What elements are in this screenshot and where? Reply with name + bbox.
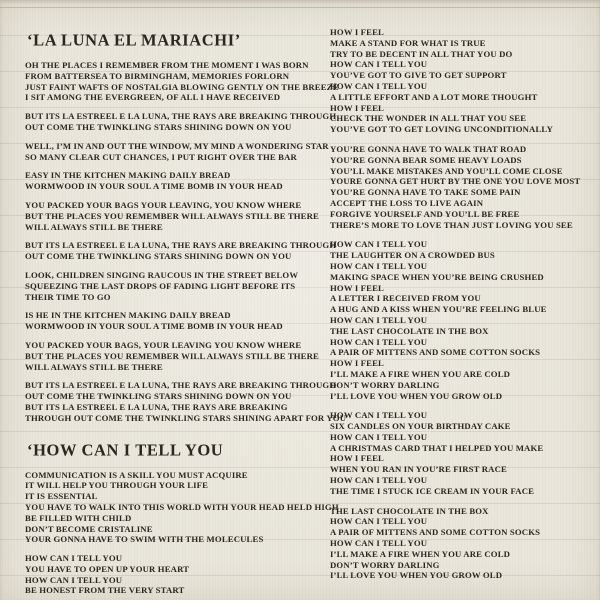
lyric-line: ACCEPT THE LOSS TO LIVE AGAIN: [330, 197, 484, 208]
song-title: ‘LA LUNA EL MARIACHI’: [27, 30, 241, 50]
lyric-line: A LITTLE EFFORT AND A LOT MORE THOUGHT: [330, 91, 538, 102]
lyric-line: HOW CAN I TELL YOU: [330, 410, 428, 421]
lyric-line: FORGIVE YOURSELF AND YOU’LL BE FREE: [330, 208, 520, 219]
lyric-line: HOW CAN I TELL YOU: [330, 516, 428, 527]
lyrics-column-right: [330, 27, 592, 590]
lyric-line: I’LL MAKE A FIRE WHEN YOU ARE COLD: [330, 368, 511, 379]
stanza: [330, 410, 592, 496]
stanza: [25, 111, 337, 133]
lyric-line: I’LL LOVE YOU WHEN YOU GROW OLD: [330, 390, 503, 401]
scan-edge-line: [0, 7, 600, 8]
lyric-line: BE FILLED WITH CHILD: [25, 512, 132, 523]
lyric-line: HOW I FEEL: [330, 453, 384, 464]
lyric-line: THE LAST CHOCOLATE IN THE BOX: [330, 325, 489, 336]
lyric-line: OUT COME THE TWINKLING STARS SHINING DOWN ON YOU: [25, 251, 292, 262]
lyric-line: A PAIR OF MITTENS AND SOME COTTON SOCKS: [330, 347, 541, 358]
lyric-line: YOU’LL MAKE MISTAKES AND YOU’LL COME CLOSE: [330, 165, 563, 176]
lyric-line: HOW CAN I TELL YOU: [330, 260, 428, 271]
lyric-line: OH THE PLACES I REMEMBER FROM THE MOMENT I WAS BORN: [25, 60, 309, 70]
stanza: [25, 270, 325, 302]
lyric-line: WORMWOOD IN YOUR SOUL A TIME BOMB IN YOUR HEAD: [25, 321, 283, 332]
stanza: [25, 553, 325, 596]
stanza: [25, 240, 337, 262]
lyric-line: HOW CAN I TELL YOU: [330, 80, 428, 91]
lyric-line: A LETTER I RECEIVED FROM YOU: [330, 293, 481, 304]
lyric-line: A HUG AND A KISS WHEN YOU’RE FEELING BLUE: [330, 304, 547, 315]
lyric-line: DON’T BECOME CRISTALINE: [25, 523, 153, 534]
lyric-line: THERE’S MORE TO LOVE THAN JUST LOVING YOU SEE: [330, 219, 573, 230]
lyric-line: MAKING SPACE WHEN YOU’RE BEING CRUSHED: [330, 271, 544, 282]
lyric-line: DON’T WORRY DARLING: [330, 379, 440, 390]
lyric-line: YOU’RE GONNA HAVE TO TAKE SOME PAIN: [330, 187, 521, 198]
lyric-line: YOU’VE GOT TO GET LOVING UNCONDITIONALLY: [330, 124, 553, 135]
lyric-line: BUT THE PLACES YOU REMEMBER WILL ALWAYS STILL BE THERE: [25, 350, 319, 361]
lyric-line: BUT THE PLACES YOU REMEMBER WILL ALWAYS STILL BE THERE: [25, 210, 319, 221]
lyric-line: THE LAUGHTER ON A CROWDED BUS: [330, 250, 495, 261]
lyric-line: WELL, I’M IN AND OUT THE WINDOW, MY MIND A WONDERING STAR: [25, 140, 329, 151]
lyric-line: SIX CANDLES ON YOUR BIRTHDAY CAKE: [330, 421, 511, 432]
lyric-line: HOW CAN I TELL YOU: [25, 574, 123, 585]
lyric-line: SO MANY CLEAR CUT CHANCES, I PUT RIGHT OVER THE BAR: [25, 151, 297, 162]
lyric-line: WILL ALWAYS STILL BE THERE: [25, 361, 163, 372]
lyric-line: WHEN YOU RAN IN YOU’RE FIRST RACE: [330, 464, 507, 475]
lyric-line: A CHRISTMAS CARD THAT I HELPED YOU MAKE: [330, 442, 544, 453]
lyric-line: IT WILL HELP YOU THROUGH YOUR LIFE: [25, 480, 209, 491]
lyric-line: HOW I FEEL: [330, 27, 384, 37]
lyric-line: IT IS ESSENTIAL: [25, 491, 98, 502]
lyric-line: YOU HAVE TO WALK INTO THIS WORLD WITH YOUR HEAD HELD HIGH: [25, 501, 339, 512]
lyric-line: CHECK THE WONDER IN ALL THAT YOU SEE: [330, 113, 527, 124]
lyric-line: HOW I FEEL: [330, 102, 384, 113]
lyric-line: THE TIME I STUCK ICE CREAM IN YOUR FACE: [330, 485, 535, 496]
lyric-line: YOU PACKED YOUR BAGS YOUR LEAVING, YOU KNOW WHERE: [25, 199, 302, 210]
lyric-line: HOW CAN I TELL YOU: [330, 538, 428, 549]
lyric-line: HOW CAN I TELL YOU: [330, 336, 428, 347]
lyric-line: OUT COME THE TWINKLING STARS SHINING DOWN ON YOU: [25, 391, 292, 402]
lyric-line: YOU’VE GOT TO GIVE TO GET SUPPORT: [330, 70, 507, 81]
stanza: [25, 310, 325, 332]
lyric-line: THE LAST CHOCOLATE IN THE BOX: [330, 505, 489, 516]
stanza: [25, 469, 339, 546]
lyric-line: YOU HAVE TO OPEN UP YOUR HEART: [25, 563, 190, 574]
lyric-line: BUT ITS LA ESTREEL E LA LUNA, THE RAYS ARE BREAKING THROUGH: [25, 111, 337, 122]
lyric-line: THEIR TIME TO GO: [25, 291, 111, 302]
lyric-line: I’LL LOVE YOU WHEN YOU GROW OLD: [330, 570, 503, 581]
stanza: [25, 170, 325, 192]
lyric-line: EASY IN THE KITCHEN MAKING DAILY BREAD: [25, 170, 231, 181]
lyric-line: HOW CAN I TELL YOU: [330, 431, 428, 442]
stanza: [25, 140, 329, 163]
lyric-line: HOW CAN I TELL YOU: [330, 59, 428, 70]
lyric-line: A PAIR OF MITTENS AND SOME COTTON SOCKS: [330, 527, 541, 538]
lyric-line: LOOK, CHILDREN SINGING RAUCOUS IN THE STREET BELOW: [25, 269, 299, 280]
lyric-line: YOUR GONNA HAVE TO SWIM WITH THE MOLECULES: [25, 534, 264, 545]
lyric-line: YOU’RE GONNA BEAR SOME HEAVY LOADS: [330, 154, 522, 165]
lyric-line: SQUEEZING THE LAST DROPS OF FADING LIGHT BEFORE ITS: [25, 280, 296, 291]
lyric-line: FROM BATTERSEA TO BIRMINGHAM, MEMORIES FORLORN: [25, 70, 290, 81]
lyric-line: HOW CAN I TELL YOU: [25, 553, 123, 564]
lyric-line: THROUGH OUT COME THE TWINKLING STARS SHINING APART FOR YOU: [25, 412, 347, 423]
stanza: [330, 27, 592, 135]
stanza: [25, 200, 325, 232]
lyric-line: MAKE A STAND FOR WHAT IS TRUE: [330, 37, 486, 48]
lyric-line: I SIT AMONG THE EVERGREEN, OF ALL I HAVE RECEIVED: [25, 92, 281, 103]
lyric-line: HOW CAN I TELL YOU: [330, 314, 428, 325]
stanza: [25, 340, 325, 372]
lyric-line: HOW I FEEL: [330, 282, 384, 293]
stanza: [330, 144, 592, 230]
stanza: [25, 380, 347, 423]
lyric-line: BUT ITS LA ESTREEL E LA LUNA, THE RAYS ARE BREAKING: [25, 401, 288, 412]
lyric-line: OUT COME THE TWINKLING STARS SHINING DOWN ON YOU: [25, 121, 292, 132]
stanza: [330, 239, 592, 401]
lyric-line: TRY TO BE DECENT IN ALL THAT YOU DO: [330, 48, 513, 59]
lyric-line: YOURE GONNA GET HURT BY THE ONE YOU LOVE MOST: [330, 176, 581, 187]
lyric-line: DON’T WORRY DARLING: [330, 559, 440, 570]
lyric-line: JUST FAINT WAFTS OF NOSTALGIA BLOWING GENTLY ON THE BREEZE: [25, 81, 339, 92]
lyric-line: I’LL MAKE A FIRE WHEN YOU ARE COLD: [330, 548, 511, 559]
song-title: ‘HOW CAN I TELL YOU: [27, 439, 224, 460]
lyrics-column-left: [25, 28, 347, 604]
stanza: [330, 506, 592, 582]
lyric-line: BUT ITS LA ESTREEL E LA LUNA, THE RAYS ARE BREAKING THROUGH: [25, 380, 337, 391]
lyric-line: COMMUNICATION IS A SKILL YOU MUST ACQUIRE: [25, 469, 248, 480]
lyric-line: WORMWOOD IN YOUR SOUL A TIME BOMB IN YOUR HEAD: [25, 181, 283, 192]
lyric-line: IS HE IN THE KITCHEN MAKING DAILY BREAD: [25, 310, 231, 321]
lyric-line: BUT ITS LA ESTREEL E LA LUNA, THE RAYS ARE BREAKING THROUGH: [25, 240, 337, 251]
lyric-line: YOU PACKED YOUR BAGS, YOUR LEAVING YOU KNOW WHERE: [25, 339, 302, 350]
stanza: [25, 60, 339, 103]
lyric-line: HOW CAN I TELL YOU: [330, 475, 428, 486]
lyric-line: BE HONEST FROM THE VERY START: [25, 585, 185, 596]
lyric-line: WILL ALWAYS STILL BE THERE: [25, 221, 163, 232]
lyric-line: HOW CAN I TELL YOU: [330, 239, 428, 250]
lyric-line: YOU’RE GONNA HAVE TO WALK THAT ROAD: [330, 143, 527, 154]
lyric-line: HOW I FEEL: [330, 358, 384, 369]
